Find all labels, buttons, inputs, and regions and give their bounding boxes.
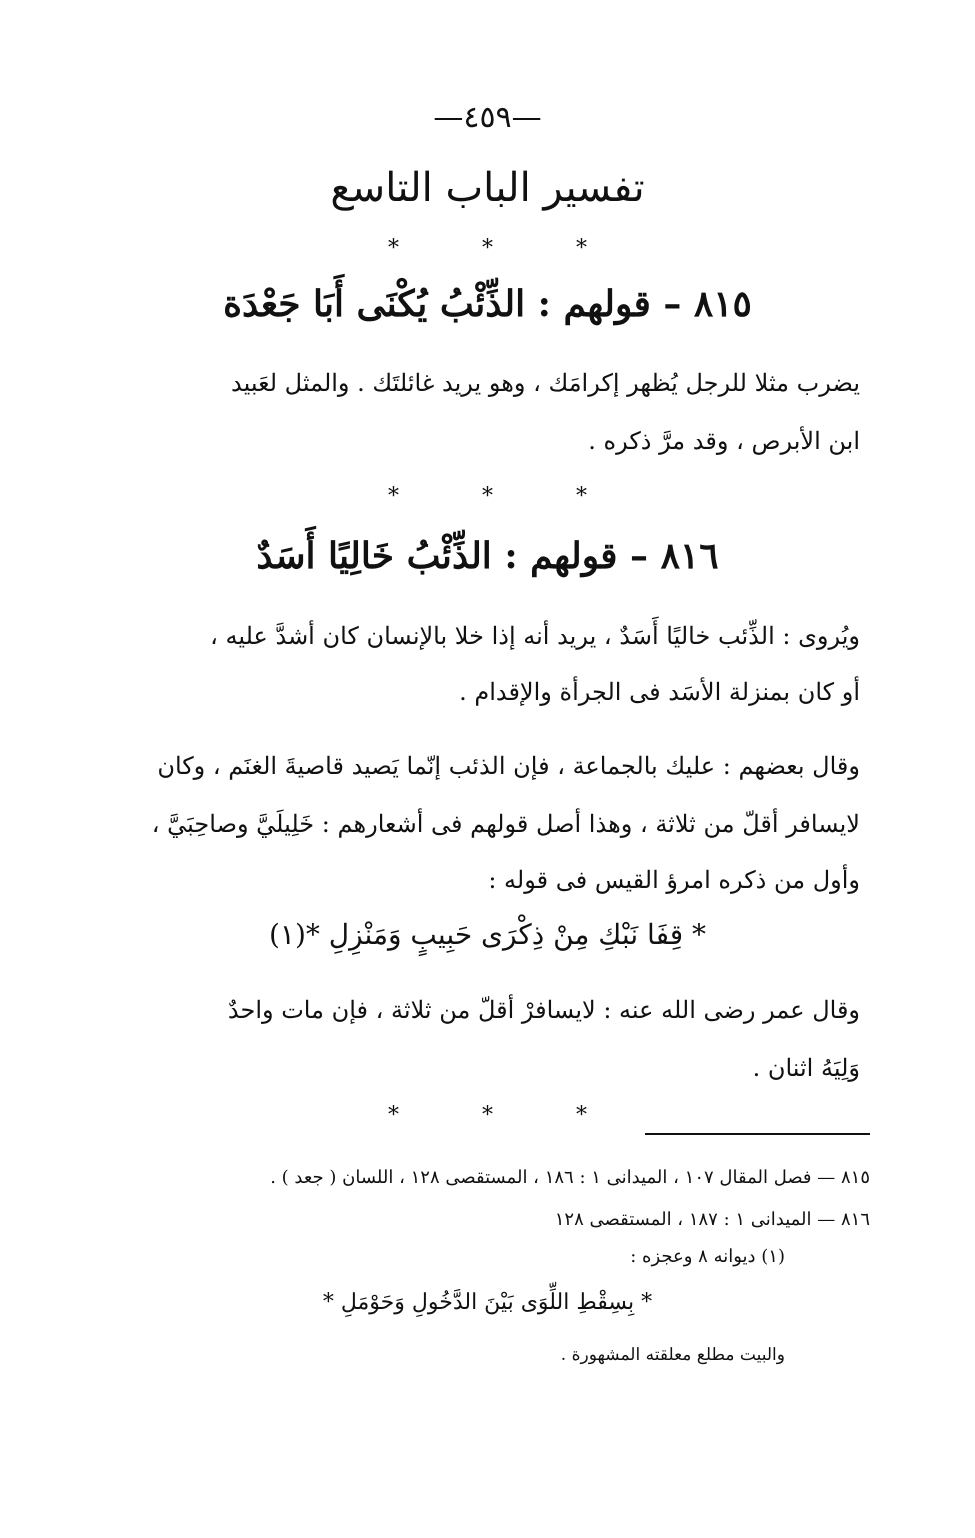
- entry-816-title: ٨١٦ – قولهم : الذِّئْبُ خَالِيًا أَسَدٌ: [256, 535, 719, 577]
- entry-816-line-3: وقال بعضهم : عليك بالجماعة ، فإن الذئب إنّما يَصيد قاصيةَ الغنَم ، وكان: [157, 752, 860, 780]
- chapter-title: تفسير الباب التاسع: [330, 165, 645, 211]
- footnote-816: ٨١٦ — الميدانى ١ : ١٨٧ ، المستقصى ١٢٨: [554, 1209, 870, 1230]
- page-number: —٤٥٩—: [433, 100, 542, 135]
- entry-816-line-5: وأول من ذكره امرؤ القيس فى قوله :: [488, 866, 860, 894]
- separator-stars: * * *: [388, 484, 625, 509]
- entry-815-title: ٨١٥ – قولهم : الذِّئْبُ يُكْنَى أَبَا جَعْدَة: [223, 283, 752, 325]
- entry-815-line-2: ابن الأبرص ، وقد مرَّ ذكره .: [588, 427, 860, 455]
- entry-815-line-1: يضرب مثلا للرجل يُظهر إكرامَك ، وهو يريد غائلتَك . والمثل لعَبيد: [231, 369, 860, 397]
- footnote-verse: * بِسِقْطِ اللِّوَى بَيْنَ الدَّخُولِ وَحَوْمَلِ *: [322, 1290, 653, 1315]
- separator-stars: * * *: [388, 1103, 625, 1128]
- footnote-divider: [645, 1133, 870, 1135]
- entry-816-line-6: وقال عمر رضى الله عنه : لايسافرْ أقلّ من ثلاثة ، فإن مات واحدٌ: [227, 996, 860, 1024]
- entry-816-line-7: وَلِيَهُ اثنان .: [752, 1054, 860, 1082]
- footnote-815: ٨١٥ — فصل المقال ١٠٧ ، الميدانى ١ : ١٨٦ ، المستقصى ١٢٨ ، اللسان ( جعد ) .: [270, 1167, 870, 1188]
- entry-816-line-2: أو كان بمنزلة الأسَد فى الجرأة والإقدام .: [459, 678, 860, 706]
- footnote-1: (١) ديوانه ٨ وعجزه :: [630, 1246, 785, 1267]
- footnote-note: والبيت مطلع معلقته المشهورة .: [560, 1345, 785, 1365]
- entry-816-line-4: لايسافر أقلّ من ثلاثة ، وهذا أصل قولهم فى أشعارهم : خَلِيلَيَّ وصاحِبَيَّ ،: [151, 810, 860, 838]
- entry-816-line-1: ويُروى : الذِّئب خاليًا أَسَدٌ ، يريد أنه إذا خلا بالإنسان كان أشدَّ عليه ،: [210, 622, 860, 650]
- poem-verse: * قِفَا نَبْكِ مِنْ ذِكْرَى حَبِيبٍ وَمَنْزِلِ *(١): [268, 918, 707, 951]
- separator-stars: * * *: [388, 236, 625, 261]
